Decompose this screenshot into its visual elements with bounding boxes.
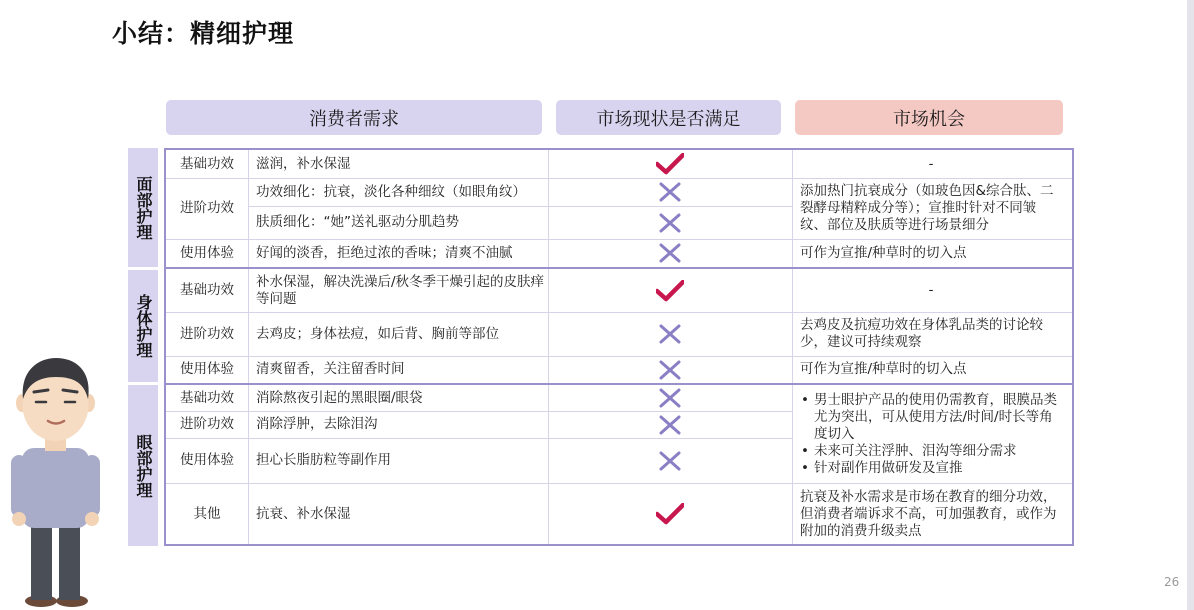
opportunity-text: 去鸡皮及抗痘功效在身体乳品类的讨论较少，建议可持续观察 [800, 317, 1043, 350]
group-face-care: 面部护理 [128, 148, 158, 267]
row-type: 进阶功效 [180, 325, 234, 342]
page-title: 小结：精细护理 [112, 19, 295, 48]
header-market-satisfied: 市场现状是否满足 [556, 100, 781, 135]
opportunity-bullet: • 针对副作用做研发及宣推 [800, 460, 1062, 477]
cross-icon [548, 206, 792, 239]
check-icon [548, 269, 792, 312]
cross-icon [548, 411, 792, 438]
row-demand: 担心长脂肪粒等副作用 [256, 452, 391, 468]
row-type: 基础功效 [180, 282, 234, 298]
page-number: 26 [1164, 575, 1180, 589]
row-demand: 抗衰、补水保湿 [256, 505, 351, 522]
group-eye-care: 眼部护理 [128, 385, 158, 546]
opportunity-text: 抗衰及补水需求是市场在教育的细分功效，但消费者端诉求不高，可加强教育，或作为附加的消费升级卖点 [800, 488, 1057, 539]
opportunity-text: 可作为宣推/种草时的切入点 [800, 361, 967, 377]
cartoon-man-illustration [8, 355, 103, 610]
row-type: 进阶功效 [180, 200, 234, 216]
cross-icon [548, 178, 792, 206]
cross-icon [548, 385, 792, 411]
cross-icon [548, 356, 792, 383]
summary-table [164, 148, 1074, 546]
opportunity-text: - [928, 155, 934, 172]
group-body-care: 身体护理 [128, 270, 158, 382]
row-type: 使用体验 [180, 244, 234, 261]
cross-icon [548, 312, 792, 356]
row-type: 使用体验 [180, 452, 234, 468]
opportunity-bullet: • 男士眼护产品的使用仍需教育，眼膜品类尤为突出，可从使用方法/时间/时长等角度切入 [800, 392, 1062, 443]
opportunity-bullets [800, 385, 1062, 483]
row-type: 进阶功效 [180, 416, 234, 432]
header-market-opportunity: 市场机会 [795, 100, 1063, 135]
header-consumer-demand: 消费者需求 [166, 100, 542, 135]
right-edge-bar [1187, 0, 1194, 610]
row-demand: 消除熬夜引起的黑眼圈/眼袋 [256, 389, 423, 406]
row-type: 其他 [193, 505, 221, 522]
row-demand: 肤质细化：“她”送礼驱动分肌趋势 [256, 214, 459, 230]
column-divider [792, 150, 793, 544]
opportunity-text: 可作为宣推/种草时的切入点 [800, 244, 967, 261]
cross-icon [548, 239, 792, 267]
opportunity-bullet: • 未来可关注浮肿、泪沟等细分需求 [800, 443, 1062, 460]
row-demand: 消除浮肿，去除泪沟 [256, 416, 378, 432]
opportunity-text: - [928, 282, 934, 298]
cross-icon [548, 438, 792, 483]
row-demand: 功效细化：抗衰，淡化各种细纹（如眼角纹） [256, 183, 526, 200]
row-demand: 去鸡皮；身体祛痘，如后背、胸前等部位 [256, 325, 499, 342]
row-demand: 补水保湿，解决洗澡后/秋冬季干燥引起的皮肤痒等问题 [256, 273, 545, 307]
row-demand: 清爽留香，关注留香时间 [256, 361, 405, 377]
row-demand: 滋润，补水保湿 [256, 155, 351, 172]
row-type: 基础功效 [180, 155, 234, 172]
row-demand: 好闻的淡香，拒绝过浓的香味；清爽不油腻 [256, 244, 513, 261]
row-type: 基础功效 [180, 389, 234, 406]
opportunity-text: 添加热门抗衰成分（如玻色因&综合肽、二裂酵母精粹成分等）；宣推时针对不同皱纹、部位及肤质等进行场景细分 [800, 183, 1054, 233]
check-icon [548, 484, 792, 544]
row-type: 使用体验 [180, 361, 234, 377]
check-icon [548, 150, 792, 178]
column-divider [248, 150, 249, 544]
